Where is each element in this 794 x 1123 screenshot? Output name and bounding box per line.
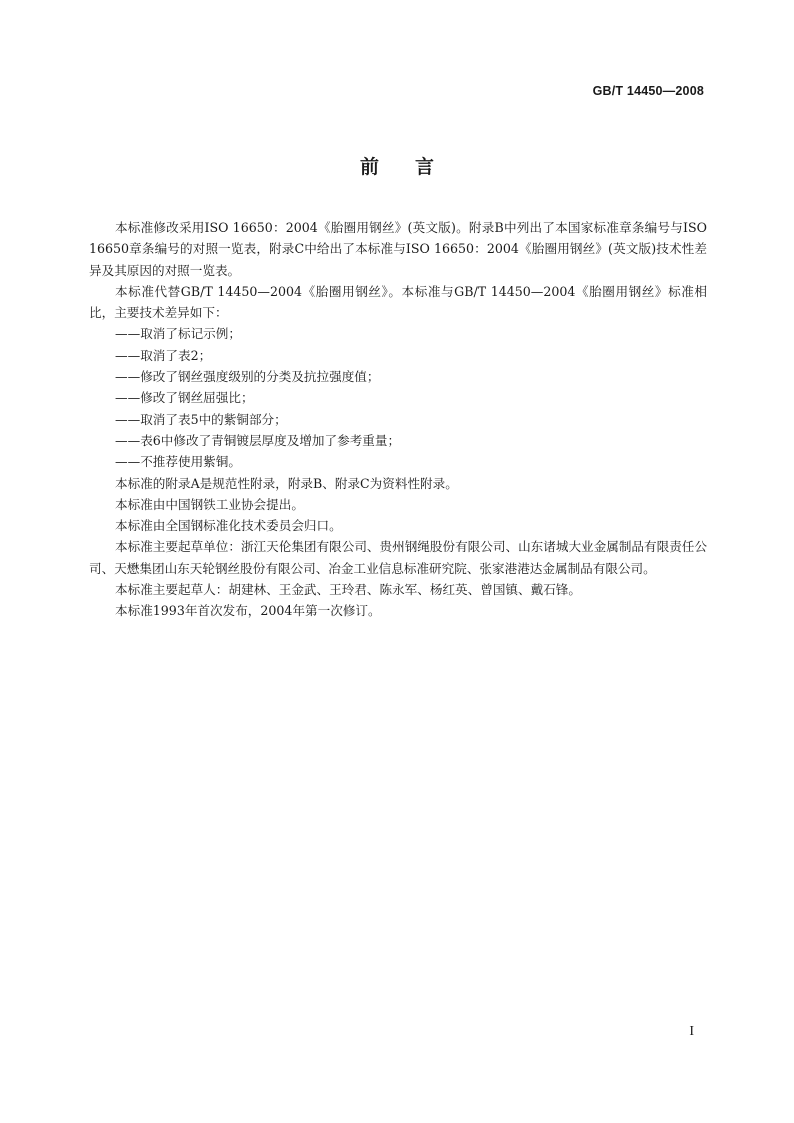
change-item: ——不推荐使用紫铜。 — [115, 454, 241, 470]
change-item: ——修改了钢丝屈强比； — [115, 390, 254, 406]
change-item: ——表6中修改了青铜镀层厚度及增加了参考重量； — [115, 432, 401, 448]
paragraph-drafting-units: 本标准主要起草单位：浙江天伦集团有限公司、贵州钢绳股份有限公司、山东诸城大业金属制品有限责任公司、天懋集团山东天轮钢丝股份有限公司、冶金工业信息标准研究院、张家港港达金属制品有限公司。 — [89, 539, 707, 576]
foreword-body — [89, 217, 707, 622]
change-item: ——修改了钢丝强度级别的分类及抗拉强度值； — [115, 369, 380, 385]
paragraph-committee: 本标准由全国钢标准化技术委员会归口。 — [115, 518, 342, 534]
standard-code: GB/T 14450—2008 — [592, 84, 704, 98]
paragraph-replacement: 本标准代替GB/T 14450—2004《胎圈用钢丝》。本标准与GB/T 14450—2004《胎圈用钢丝》标准相比，主要技术差异如下： — [89, 283, 707, 321]
change-item: ——取消了表2； — [115, 347, 212, 363]
paragraph-proposer: 本标准由中国钢铁工业协会提出。 — [115, 496, 304, 512]
paragraph-adoption: 本标准修改采用ISO 16650：2004《胎圈用钢丝》(英文版)。附录B中列出了本国家标准章条编号与ISO 16650章条编号的对照一览表，附录C中给出了本标准与ISO 16650：2004《胎圈用钢丝》(英文版)技术性差异及其原因的对照一览表。 — [89, 220, 707, 278]
paragraph-drafters: 本标准主要起草人：胡建林、王金武、王玲君、陈永军、杨红英、曾国镇、戴石锋。 — [115, 582, 581, 598]
change-item: ——取消了标记示例； — [115, 326, 241, 342]
paragraph-history: 本标准1993年首次发布，2004年第一次修订。 — [115, 603, 381, 619]
page-title: 前言 — [359, 156, 470, 178]
page-number: I — [689, 1024, 694, 1039]
paragraph-annex: 本标准的附录A是规范性附录，附录B、附录C为资料性附录。 — [115, 475, 458, 491]
change-item: ——取消了表5中的紫铜部分； — [115, 411, 287, 427]
